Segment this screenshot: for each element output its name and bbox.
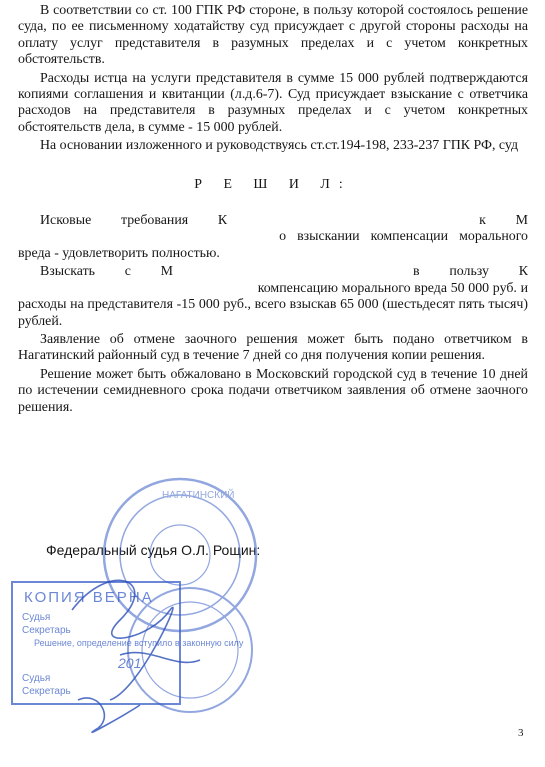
award-intro: Взыскать с М: [40, 264, 174, 280]
paragraph-grounds: На основании изложенного и руководствуясь ст.ст.194-198, 233-237 ГПК РФ, суд: [40, 138, 519, 154]
paragraph-appeal: Решение может быть обжаловано в Московский городской суд в течение 10 дней по истечении семидневного срока подачи ответчиком заявления об отмене заочного решения.: [18, 366, 528, 415]
paragraph-costs-rule: В соответствии со ст. 100 ГПК РФ стороне, в пользу которой состоялось решение суда, по ее письменному ходатайству суд присуждает с другой стороны расходы на оплату услуг представителя в разумных пределах и с учетом конкретных обстоятельств.: [18, 3, 528, 68]
stamp-year: 201: [118, 655, 142, 671]
stamp-note: Решение, определение вступило в законную силу: [34, 638, 244, 648]
page-number: 3: [518, 727, 524, 739]
award-amounts: компенсацию морального вреда 50 000 руб. и расходы на представителя -15 000 руб., всего взыскав 65 000 (шестьдесят пять тысяч) рублей.: [18, 280, 528, 329]
stamp-title: КОПИЯ ВЕРНА: [24, 589, 154, 606]
resolution-heading: Р Е Ш И Л:: [194, 176, 352, 192]
stamp-secretary-label: Секретарь: [22, 625, 71, 636]
award-plaintiff: К: [518, 264, 528, 280]
stamp-secretary2-label: Секретарь: [22, 686, 71, 697]
claims-defendant: М: [515, 213, 528, 229]
stamp-judge2-label: Судья: [22, 673, 51, 684]
claims-result: о взыскании компенсации морального вреда - удовлетворить полностью.: [18, 229, 528, 261]
paragraph-costs-amount: Расходы истца на услуги представителя в сумме 15 000 рублей подтверждаются копиями соглашения и квитанции (л.д.6-7). Суд присуждает взыскание с ответчика расходов на представителя в разумных пределах и с учетом конкретных обстоятельств дела, в сумме - 15 000 рублей.: [18, 70, 528, 135]
claims-intro: Исковые требования К: [40, 213, 228, 229]
claims-against: к: [479, 213, 486, 229]
paragraph-cancellation: Заявление об отмене заочного решения может быть подано ответчиком в Нагатинский районный суд в течение 7 дней со дня получения копии решения.: [18, 331, 528, 364]
stamp-judge-label: Судья: [22, 612, 51, 623]
award-favor: в пользу: [413, 264, 489, 280]
judge-signature-line: Федеральный судья О.Л. Рощин:: [46, 542, 261, 558]
round-seal-text: НАГАТИНСКИЙ: [162, 490, 235, 501]
